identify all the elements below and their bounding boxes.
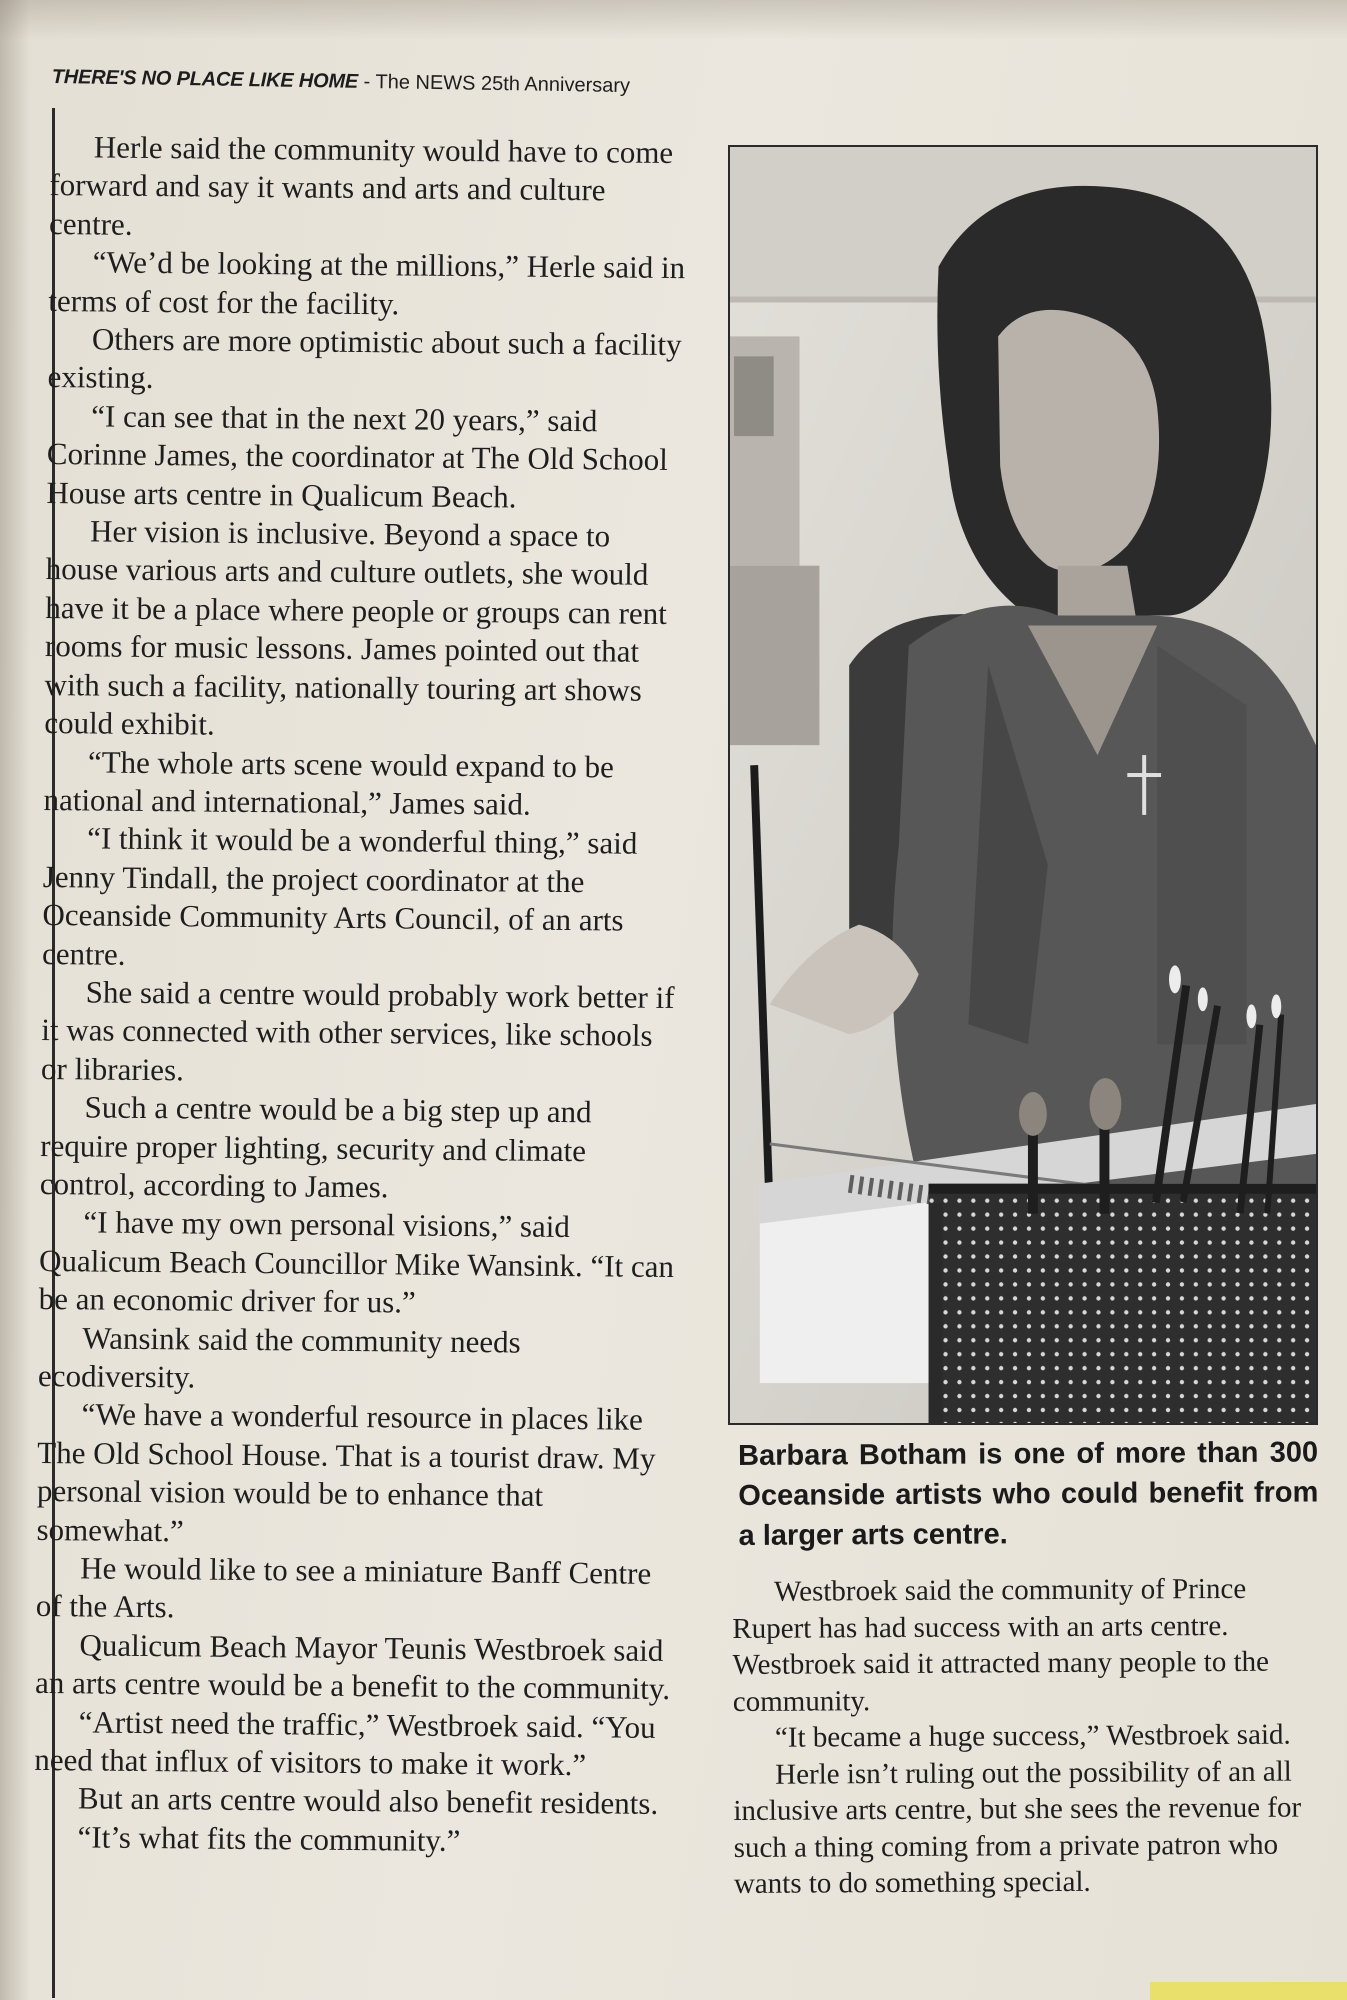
paragraph: Herle isn’t ruling out the possibility of an all inclusive arts centre, but she sees the revenue for such a thing coming from a private patron who wants to do something special. [733, 1755, 1302, 1900]
paragraph: Qualicum Beach Mayor Teunis Westbroek said an arts centre would be a benefit to the community. [34, 1627, 671, 1707]
running-header [52, 66, 631, 98]
paragraph: Such a centre would be a big step up and require proper lighting, security and climate control, according to James. [39, 1089, 592, 1205]
paragraph: But an arts centre would also benefit residents. [77, 1780, 659, 1822]
page-top-shadow [0, 0, 1347, 40]
paragraph: She said a centre would probably work better if it was connected with other services, like schools or libraries. [40, 974, 675, 1088]
photo-caption: Barbara Botham is one of more than 300 Oceanside artists who could benefit from a larger arts centre. [738, 1436, 1319, 1552]
paragraph: “Artist need the traffic,” Westbroek said. “You need that influx of visitors to make it work.” [34, 1704, 656, 1783]
paragraph: He would like to see a miniature Banff Centre of the Arts. [35, 1550, 652, 1625]
paragraph: “We’d be looking at the millions,” Herle said in terms of cost for the facility. [48, 244, 686, 321]
paragraph: Her vision is inclusive. Beyond a space to house various arts and culture outlets, she would have it be a place where people or groups can rent rooms for music lessons. James pointed out that with such a facility, nationally touring art shows could exhibit. [44, 513, 667, 742]
paragraph: “I can see that in the next 20 years,” said Corinne James, the coordinator at The Old School House arts centre in Qualicum Beach. [46, 398, 669, 515]
paragraph: “It became a huge success,” Westbroek said. [774, 1718, 1291, 1754]
paragraph: Wansink said the community needs ecodiversity. [37, 1319, 521, 1395]
paragraph: Others are more optimistic about such a facility existing. [47, 321, 682, 396]
page-edge-yellow-strip [1150, 1982, 1347, 2000]
right-column [732, 1570, 1324, 1902]
paragraph: “I think it would be a wonderful thing,” said Jenny Tindall, the project coordinator at the Oceanside Community Arts Council, of an arts centre. [41, 820, 638, 972]
paragraph: “I have my own personal visions,” said Qualicum Beach Councillor Mike Wansink. “It can be an economic driver for us.” [38, 1204, 675, 1320]
artist-photo [728, 145, 1318, 1425]
left-column [33, 128, 690, 1862]
page-edge-shadow [0, 0, 30, 2000]
paragraph: “It’s what fits the community.” [77, 1819, 461, 1858]
header-show-title: THERE'S NO PLACE LIKE HOME [51, 66, 359, 93]
paragraph: Herle said the community would have to come forward and say it wants and arts and culture centre. [48, 129, 674, 242]
paragraph: Westbroek said the community of Prince Rupert has had success with an arts centre. Westbroek said it attracted many people to the community. [732, 1572, 1270, 1718]
artist-painting-illustration [730, 147, 1316, 1423]
header-edition: The NEWS 25th Anniversary [375, 71, 631, 98]
paragraph: “We have a wonderful resource in places like The Old School House. That is a tourist draw. My personal vision would be to enhance that somewhat.” [36, 1396, 656, 1548]
header-separator: - [357, 70, 376, 94]
paragraph: “The whole arts scene would expand to be national and international,” James said. [43, 743, 615, 822]
